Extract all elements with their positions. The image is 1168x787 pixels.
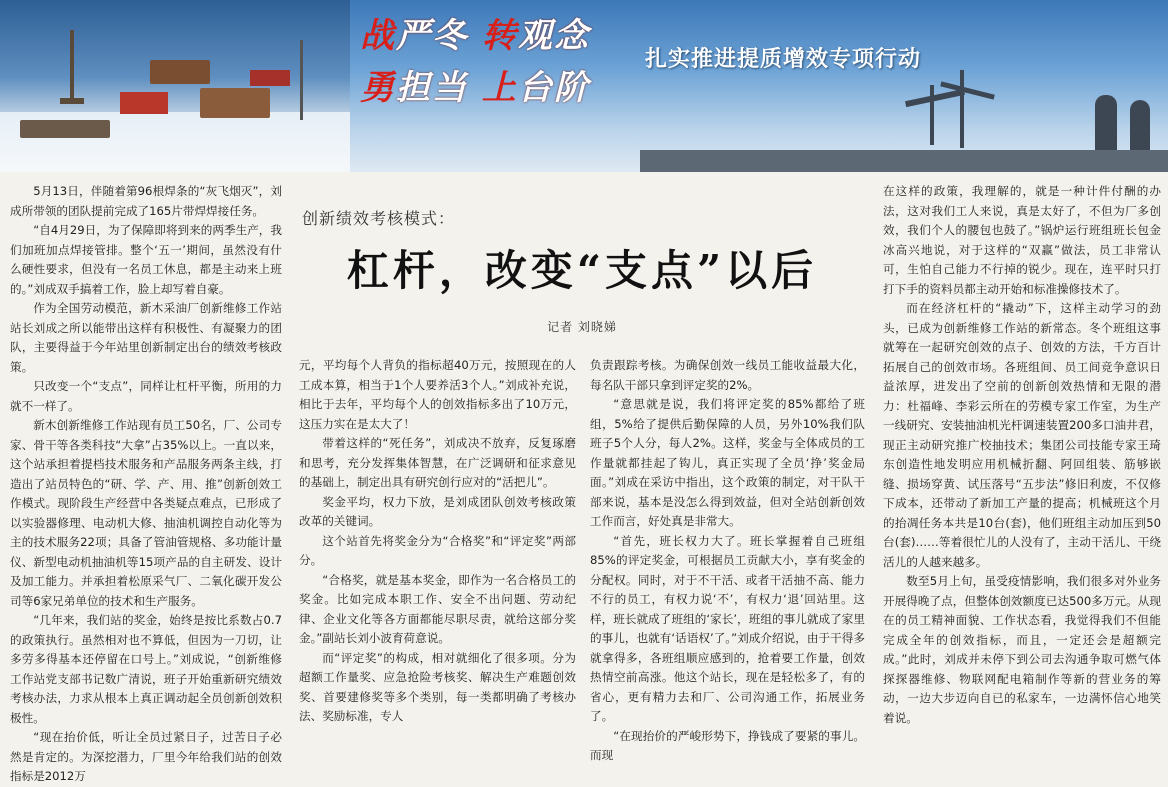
- paragraph: “合格奖，就是基本奖金，即作为一名合格员工的奖金。比如完成本职工作、安全不出问题、劳动纪律、企业文化等各方面都能尽职尽责，就给这部分奖金。”副站长刘小波育荷意说。: [299, 572, 576, 645]
- paragraph: 负责跟踪考核。为确保创效一线员工能收益最大化，每名队干部只拿到评定奖的2%。: [590, 358, 865, 392]
- paragraph: 这个站首先将奖金分为“合格奖”和“评定奖”两部分。: [299, 533, 576, 567]
- pumpjack-silhouette: [905, 89, 965, 107]
- paragraph: 在这样的政策，我理解的，就是一种计件付酬的办法，这对我们工人来说，真是太好了，不但为厂多创效，我们个人的腰包也鼓了。”锅炉运行班组班长包金冰高兴地说，对于这样的“双赢”做法，员工非常认可，生怕自己能力不行掉的锐少。现在，连平时只打打下手的资料员都主动开始和标准操修技术了。: [883, 184, 1161, 296]
- headline-char: 战: [360, 16, 396, 56]
- paragraph: “现在抬价低，听让全员过紧日子，过苦日子必然是肯定的。为深挖潜力，厂里今年给我们站的创效指标是2012万: [10, 730, 282, 783]
- article-column-4: [883, 182, 1161, 725]
- headline-char: 观念: [517, 16, 590, 56]
- headline-char: 转: [481, 16, 518, 56]
- paragraph: 数至5月上旬，虽受疫情影响，我们很多对外业务开展得晚了点，但整体创效额度已达500多万元。从现在的员工精神面貌、工作状态看，我觉得我们不但能完成全年的创效指标，而且，一定还会是超额完成。”此时，刘成并未停下到公司去沟通争取可燃气体探探器维修、物联网配电箱制作等新的营业务的筹动，一边大步迈向自已的私家车，一边满怀信心地笑着说。: [883, 574, 1161, 725]
- paragraph: 新木创新维修工作站现有员工50名，厂、公司专家、骨干等各类科技“大拿”占35%以上。一直以来，这个站承担着提档技术服务和产品服务两条主线，打造出了站员特色的“研、学、产、用、推”创新创效工作模式。现阶段生产经营中各类疑点难点，已形成了以实验器修理、电动机大修、抽油机调控自动化等为主的技术服务22项；具备了管油管规格、多功能计量仪、新型电动机抽油机等15项产品的自主研发、设计及加工能力。并承担着松原采气厂、二氧化碳开发公司等6家兄弟单位的技术和生产服务。: [10, 418, 282, 608]
- paragraph: 而在经济杠杆的“撬动”下，这样主动学习的劲头，已成为创新维修工作站的新常态。冬个班组这事就筹在一起研究创效的点子、创效的方法，千方百计拓展自己的创效市场。各班组间、员工间竞争意识日益浓厚，进发出了空前的创新创效热情和无限的潜力：杜福峰、李彩云所在的劳模专家工作室，为生产一线研究、安装抽油机光杆调速装置200多口油井君，现正主动研究推广校抽技术；集团公司技能专家王琦东创造性地发明应用机械折翻、阿回组装、筋够嵌缝、损场穿黄、试压落号“五步法”修旧利废，不仅修下成本，还带动了新加工产量的提高；机械班这个月的抬凋任务本共是10台(套)，他们班组主动加压到50台(套)……等着很忙儿的人没有了，主动干活儿、干绕活儿的人越来越多。: [883, 301, 1161, 569]
- paragraph: 而“评定奖”的构成，相对就细化了很多项。分为超额工作量奖、应急抢险考核奖、解决生产难题创效奖、首要建修奖等多个类别，每一类都明确了考核办法、奖励标准，专人: [299, 650, 576, 723]
- article-byline: 记者 刘晓娣: [547, 320, 617, 334]
- article-column-3: [590, 356, 865, 762]
- worker-silhouette: [1095, 95, 1117, 157]
- headline-block: [360, 10, 590, 114]
- headline-line-2: [360, 62, 590, 114]
- paragraph: 只改变一个“支点”，同样让杠杆平衡，所用的力就不一样了。: [10, 379, 282, 413]
- paragraph: 元，平均每个人背负的指标超40万元，按照现在的人工成本算，相当于1个人要养活3个人。”刘成补充说，相比于去年，平均每个人的创效指标多出了10万元，这压力实在是太大了！: [299, 358, 576, 431]
- pumpjack-silhouette: [930, 85, 934, 145]
- paragraph: 奖金平均，权力下放，是刘成团队创效考核政策改革的关键词。: [299, 494, 576, 528]
- header-banner: [0, 0, 1168, 172]
- headline-char: 上: [481, 68, 518, 108]
- headline-char: 担当: [396, 68, 482, 108]
- paragraph: “几年来，我们站的奖金，始终是按比系数占0.7的政策执行。虽然相对也不算低，但因为一刀切，让多劳多得基本还停留在口号上。”刘成说，“创新维修工作站党支部书记数广清说，班子开始重新研究绩效考核办法，力求从根本上真正调动起全员创新创效积极性。: [10, 613, 282, 725]
- ground-silhouette: [640, 150, 1168, 172]
- oilfield-photo: [0, 0, 350, 172]
- article-title: 杠杆，改变“支点”以后: [346, 246, 818, 295]
- paragraph: 5月13日，伴随着第96根焊条的“灰飞烟灭”，刘成所带领的团队提前完成了165片带焊焊接任务。: [10, 184, 282, 218]
- article-kicker: 创新绩效考核模式：: [302, 209, 456, 228]
- article-column-1: [10, 182, 282, 783]
- pumpjack-silhouette: [960, 70, 964, 148]
- paragraph: 作为全国劳动模范，新木采油厂创新维修工作站站长刘成之所以能带出这样有积极性、有凝聚力的团队，主要得益于今年站里创新制定出台的绩效考核政策。: [10, 301, 282, 374]
- paragraph: “在现抬价的严峻形势下，挣钱成了要紧的事儿。而现: [590, 728, 865, 762]
- paragraph: “自4月29日，为了保障即将到来的两季生产，我们加班加点焊接管排。整个‘五一’期间，虽然没有什么硬性要求，但没有一名员工休息，都是主动来上班的。”刘成双手搞着工作，脸上却写着自豪。: [10, 223, 282, 296]
- headline-char: 严冬: [396, 16, 482, 56]
- banner-slogan: 扎实推进提质增效专项行动: [645, 47, 922, 72]
- headline-line-1: [360, 10, 590, 62]
- paragraph: 带着这样的“死任务”，刘成决不放弃，反复琢磨和思考，充分发挥集体智慧，在广泛调研和征求意见的基础上，制定出具有研究创行应对的“活把儿”。: [299, 436, 576, 489]
- paragraph: “首先，班长权力大了。班长掌握着自己班组85%的评定奖金，可根据员工贡献大小，享有奖金的分配权。同时，对于不干活、或者干活抽不高、能力不行的员工，有权力说‘不’，有权力‘退’回站里。这样，班长就成了班组的‘家长’，班组的事儿就成了家里的事儿，也就有‘话语权’了。”刘成介绍说，由于干得多就拿得多，各班组顺应感到的，抢着要工作量，创效热情空前高涨。他这个站长，现在是轻松多了，有的省心，更有精力去和厂、公司沟通工作，拓展业务了。: [590, 533, 865, 723]
- headline-char: 台阶: [517, 68, 590, 108]
- article-column-2: [299, 356, 576, 723]
- paragraph: “意思就是说，我们将评定奖的85%都给了班组，5%给了提供后勤保障的人员，另外10%我们队班子5个人分，每人2%。这样，奖金与全体成员的工作量就都挂起了钩儿，真正实现了全员‘挣’奖金局面。”刘成在采访中指出，这个政策的制定，对干队干部来说，基本是没怎么得到效益，但对全站创新创效工作而言，好处真是非常大。: [590, 397, 865, 528]
- headline-char: 勇: [360, 68, 396, 108]
